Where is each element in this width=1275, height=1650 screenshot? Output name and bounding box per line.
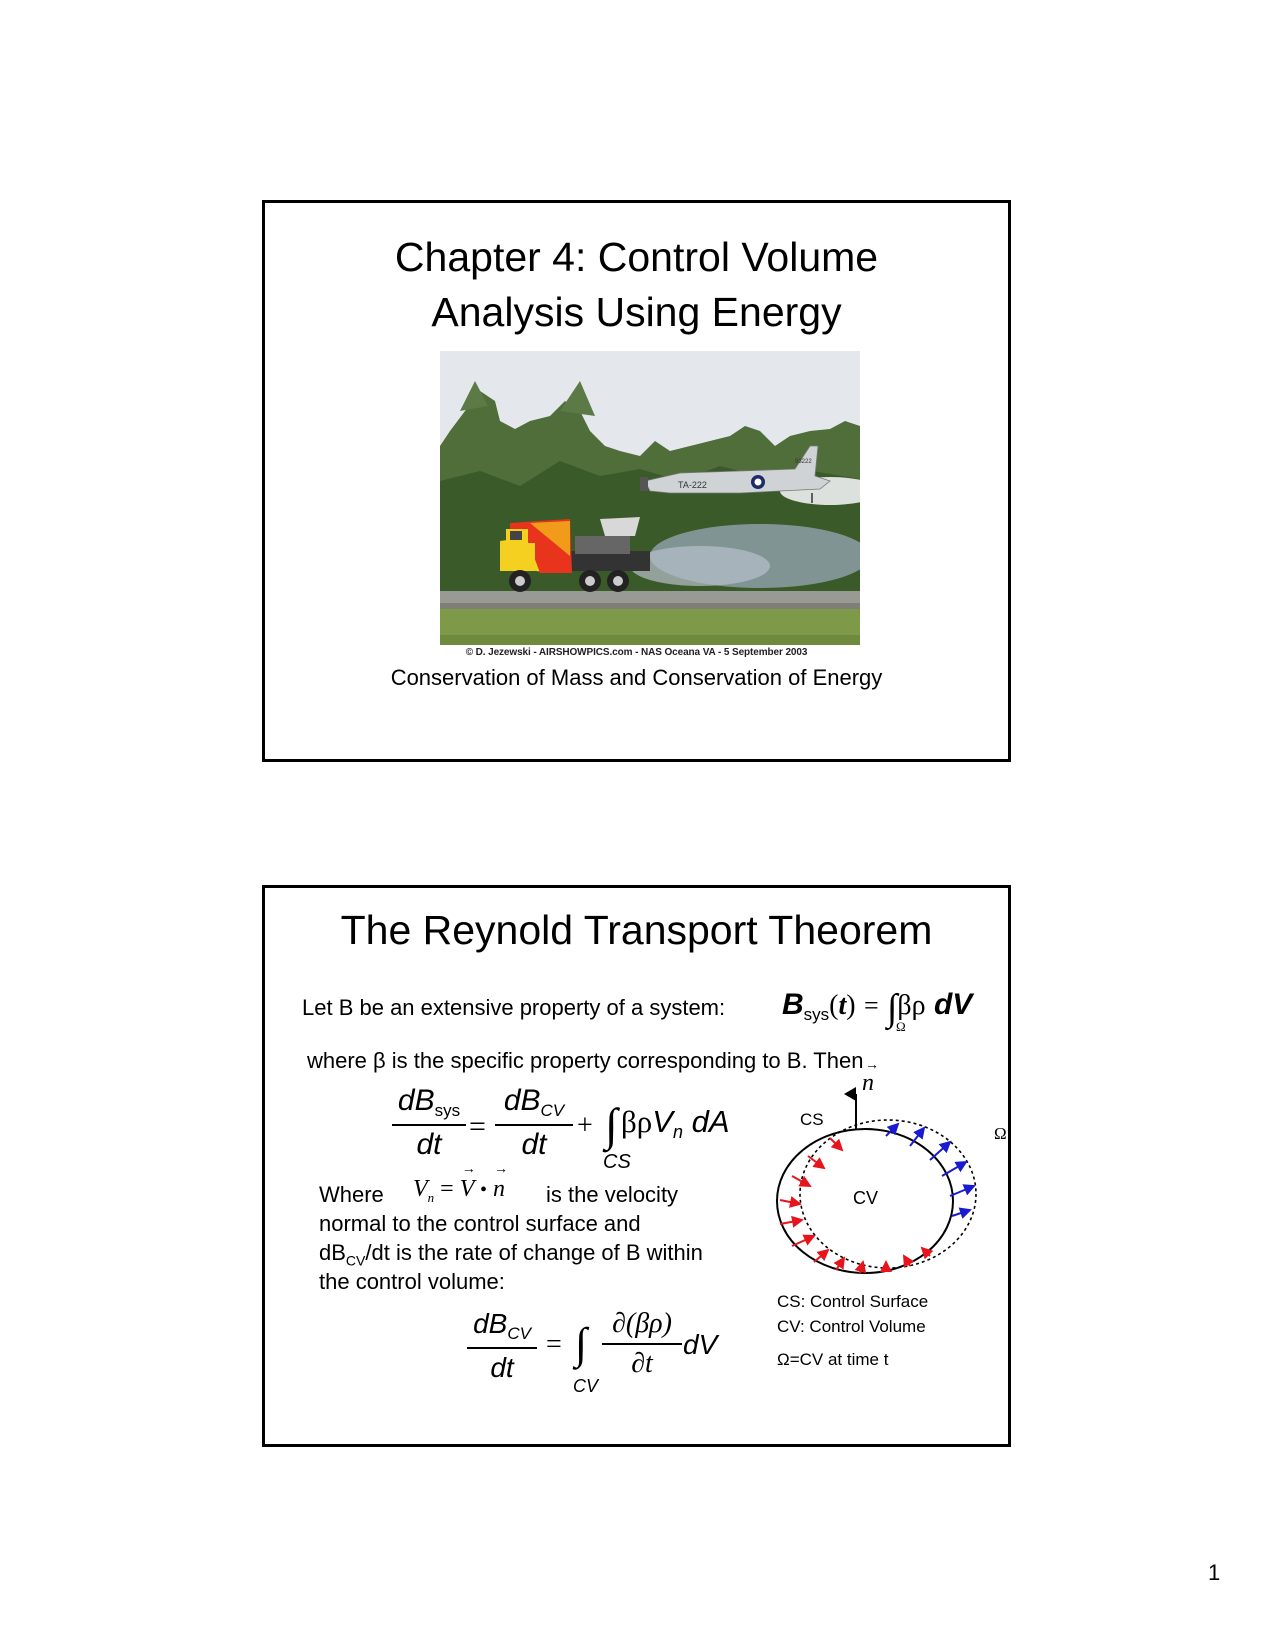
- fraction-dbcv-dt-2: $dB_{CV}$ dt: [467, 1307, 537, 1385]
- cs-label: CS: [800, 1110, 824, 1129]
- legend-cv: CV: Control Volume: [777, 1317, 926, 1336]
- svg-text:TA-222: TA-222: [678, 480, 707, 490]
- cv-label: CV: [853, 1188, 879, 1208]
- fraction-partial: ∂(βρ) ∂t: [602, 1307, 682, 1381]
- cs-limit: CS: [603, 1151, 631, 1173]
- normal-vector-label: → n: [862, 1058, 879, 1096]
- slide-reynolds-transport-theorem: [262, 885, 1011, 1447]
- definition-text: Let B be an extensive property of a system:: [302, 995, 726, 1020]
- beta-definition-text: where β is the specific property corresponding to B. Then: [307, 1048, 864, 1073]
- page-number: 1: [1208, 1560, 1221, 1585]
- omega-limit: Ω: [896, 1019, 906, 1034]
- photo-caption: © D. Jezewski - AIRSHOWPICS.com - NAS Oceana VA - 5 September 2003: [465, 647, 808, 658]
- cv-limit: CV: [573, 1376, 599, 1396]
- rate-text: $dB_{CV}/dt$ is the rate of change of B within: [319, 1240, 703, 1269]
- control-volume-diagram: [770, 1058, 1010, 1286]
- fraction-dbsys-dt: $dB_{sys}$ dt: [392, 1084, 466, 1162]
- control-volume-text: the control volume:: [319, 1269, 505, 1294]
- slide-title: The Reynold Transport Theorem: [340, 907, 933, 953]
- svg-text:93222: 93222: [795, 459, 812, 465]
- integral-sign-2: ∫: [575, 1319, 588, 1368]
- integral-sign: ∫: [605, 1099, 618, 1150]
- flux-integrand: βρVn dA: [621, 1104, 730, 1142]
- legend-cs: CS: Control Surface: [777, 1292, 929, 1311]
- omega-label: Ω: [994, 1124, 1007, 1143]
- equation-bsys: $B_{sys}(t) = \int\beta\rho$ dV: [782, 987, 973, 1029]
- plus-sign: +: [577, 1110, 593, 1141]
- slide-subtitle: Conservation of Mass and Conservation of Energy: [390, 665, 883, 690]
- legend-omega: Ω=CV at time t: [777, 1350, 889, 1369]
- slide-title: [262, 200, 1011, 762]
- where-label: Where: [319, 1182, 384, 1207]
- equals-sign-2: =: [546, 1329, 562, 1360]
- normal-text: normal to the control surface and: [319, 1211, 641, 1236]
- velocity-text: is the velocity: [546, 1182, 679, 1207]
- fraction-dbcv-dt: $dB_{CV}$ dt: [495, 1084, 573, 1162]
- equals-sign: =: [469, 1110, 486, 1143]
- dv-differential: dV: [683, 1329, 718, 1360]
- vn-definition: $V_n$ = → V • → n: [413, 1162, 508, 1205]
- truck-vs-airplane-photo: [440, 351, 860, 645]
- slide-title-line-2: Analysis Using Energy: [431, 289, 842, 335]
- slide-title-line-1: Chapter 4: Control Volume: [394, 234, 879, 280]
